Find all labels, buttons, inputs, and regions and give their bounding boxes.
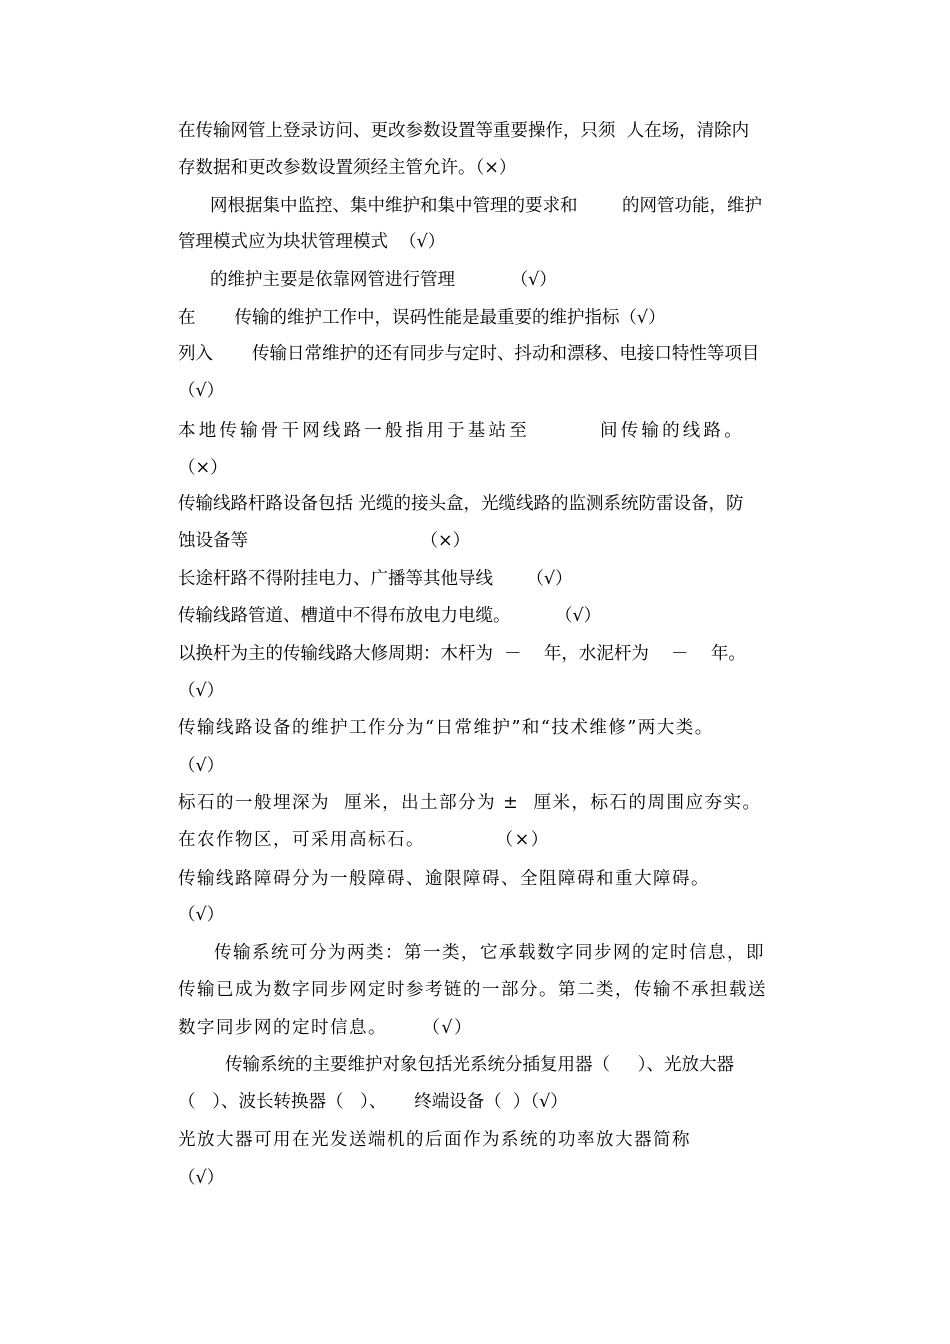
text-line: （√） (178, 381, 225, 401)
text-line: 在农作物区，可采用高标石。 （×） (178, 830, 550, 850)
text-line: 列入 传输日常维护的还有同步与定时、抖动和漂移、电接口特性等项目 (178, 344, 760, 364)
text-line: （ ）、波长转换器（ ）、 终端设备（ ）（√） (178, 1092, 568, 1112)
text-line: 传输线路设备的维护工作分为“日常维护”和“技术维修”两大类。 (178, 718, 714, 738)
text-line: 在传输网管上登录访问、更改参数设置等重要操作，只须 人在场，清除内 (178, 121, 750, 141)
text-line: 的维护主要是依靠网管进行管理 （√） (210, 270, 557, 290)
text-line: 长途杆路不得附挂电力、广播等其他导线 （√） (178, 569, 573, 589)
text-line: 以换杆为主的传输线路大修周期：木杆为 － 年，水泥杆为 － 年。 (178, 644, 746, 664)
text-line: （√） (178, 905, 225, 925)
text-line: 传输已成为数字同步网定时参考链的一部分。第二类，传输不承担载送 (178, 980, 767, 1000)
text-line: 传输系统可分为两类：第一类，它承载数字同步网的定时信息，即 (214, 943, 765, 963)
text-line: 传输线路管道、槽道中不得布放电力电缆。 （√） (178, 606, 602, 626)
text-line: 管理模式应为块状管理模式 （√） (178, 232, 446, 252)
text-line: 传输线路杆路设备包括 光缆的接头盒，光缆线路的监测系统防雷设备，防 (178, 494, 744, 514)
text-line: 在 传输的维护工作中，误码性能是最重要的维护指标（√） (178, 308, 666, 328)
text-line: 本地传输骨干网线路一般指用于基站至 间传输的线路。 (178, 421, 745, 441)
text-line: （√） (178, 756, 225, 776)
text-line: （√） (178, 1168, 225, 1188)
text-line: 光放大器可用在光发送端机的后面作为系统的功率放大器简称 (178, 1130, 691, 1150)
text-line: 传输系统的主要维护对象包括光系统分插复用器（ ）、光放大器 (225, 1055, 735, 1075)
text-line: 标石的一般埋深为 厘米，出土部分为 ± 厘米，标石的周围应夯实。 (178, 793, 762, 813)
text-line: 存数据和更改参数设置须经主管允许。（×） (178, 158, 517, 178)
text-line: （×） (178, 458, 228, 478)
text-line: 传输线路障碍分为一般障碍、逾限障碍、全阻障碍和重大障碍。 (178, 869, 710, 889)
text-line: 蚀设备等 （×） (178, 531, 471, 551)
text-line: 网根据集中监控、集中维护和集中管理的要求和 的网管功能，维护 (210, 196, 762, 216)
text-line: （√） (178, 681, 225, 701)
text-line: 数字同步网的定时信息。 （√） (178, 1018, 473, 1038)
